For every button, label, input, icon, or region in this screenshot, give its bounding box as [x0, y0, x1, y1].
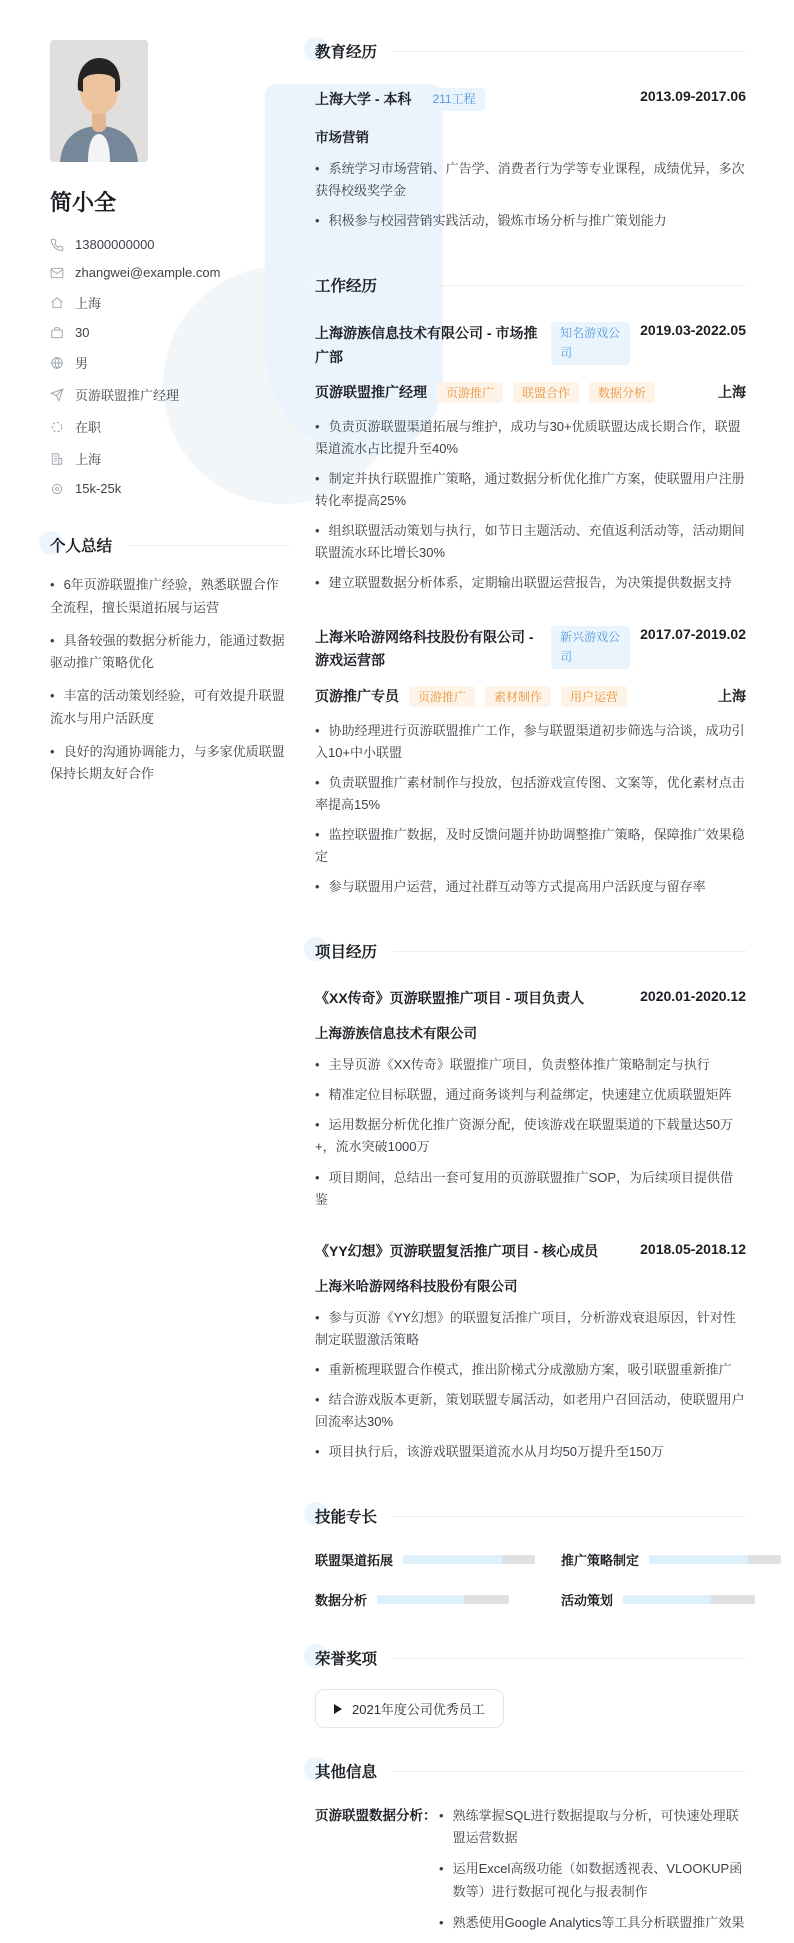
- project-bullet-text: 参与页游《YY幻想》的联盟复活推广项目，分析游戏衰退原因，针对性制定联盟激活策略: [315, 1309, 736, 1347]
- skill-name: 活动策划: [561, 1593, 614, 1609]
- section-title: 个人总结: [50, 538, 113, 555]
- bullet-dot: [315, 775, 320, 790]
- job-bullet: [315, 824, 746, 868]
- school-badge: 211工程: [423, 88, 484, 111]
- summary-item-text: 6年页游联盟推广经验，熟悉联盟合作全流程，擅长渠道拓展与运营: [50, 577, 279, 615]
- job-tag: 数据分析: [589, 382, 655, 403]
- job-bullet: [315, 520, 746, 564]
- job-bullet: [315, 572, 746, 594]
- play-icon: [334, 1704, 342, 1714]
- section-honors: [315, 1647, 746, 1728]
- project-bullet-text: 主导页游《XX传奇》联盟推广项目，负责整体推广策略制定与执行: [328, 1057, 710, 1073]
- briefcase-icon: [50, 326, 64, 340]
- skill-bar-rest: [711, 1595, 755, 1604]
- summary-item-text: 具备较强的数据分析能力，能通过数据驱动推广策略优化: [50, 632, 285, 671]
- other-info-bullet-text: 熟练掌握SQL进行数据提取与分析，可快速处理联盟运营数据: [452, 1808, 739, 1846]
- company-name: 上海游族信息技术有限公司 - 市场推广部: [315, 325, 538, 365]
- other-info-bullet: [439, 1912, 746, 1934]
- project-bullet-text: 重新梳理联盟合作模式，推出阶梯式分成激励方案，吸引联盟重新推广: [328, 1361, 732, 1377]
- section-header: [315, 274, 746, 296]
- section-skills: [315, 1505, 746, 1609]
- home-icon: [50, 296, 64, 310]
- job-tag: 联盟合作: [513, 382, 579, 403]
- other-info-label: 页游联盟数据分析：: [315, 1808, 437, 1824]
- summary-item: [50, 574, 290, 620]
- bullet-dot: [315, 575, 320, 590]
- bullet-dot: [315, 723, 320, 738]
- bullet-dot: [315, 1362, 320, 1377]
- job-date: 2019.03-2022.05: [640, 322, 746, 339]
- portrait-photo: [50, 40, 148, 162]
- bullet-dot: [315, 1117, 320, 1132]
- project-bullet: [315, 1167, 746, 1211]
- skill-name: 推广策略制定: [561, 1553, 640, 1569]
- skill-bar-fill: [377, 1595, 464, 1604]
- bullet-dot: [315, 1087, 320, 1102]
- job-bullet: [315, 468, 746, 512]
- school-name: 上海大学 - 本科: [315, 91, 412, 107]
- skill-item: [315, 1590, 535, 1609]
- section-header: [315, 1505, 746, 1527]
- section-title: 教育经历: [315, 44, 378, 61]
- bullet-dot: [50, 633, 55, 648]
- bullet-dot: [439, 1858, 444, 1902]
- contact-gender: [50, 353, 290, 372]
- bullet-dot: [315, 471, 320, 486]
- project-bullet-text: 项目执行后，该游戏联盟渠道流水从月均50万提升至150万: [328, 1444, 664, 1460]
- project-date: 2018.05-2018.12: [640, 1240, 746, 1257]
- section-divider: [393, 1516, 746, 1517]
- company-badge: 新兴游戏公司: [551, 626, 630, 668]
- project-entry: [315, 988, 746, 1211]
- job-header: [315, 322, 746, 368]
- sidebar: [50, 40, 290, 796]
- bullet-dot: [315, 523, 320, 538]
- contact-status-value: 在职: [75, 420, 102, 435]
- education-bullet: [315, 158, 746, 202]
- summary-item: [50, 630, 290, 676]
- job-tag: 用户运营: [561, 686, 627, 707]
- section-divider: [393, 1771, 746, 1772]
- section-header: [315, 1760, 746, 1782]
- job-tag: 页游推广: [437, 382, 503, 403]
- section-work: [315, 274, 746, 898]
- bullet-dot: [439, 1805, 444, 1849]
- contact-email-value: zhangwei@example.com: [75, 265, 221, 280]
- project-bullet: [315, 1054, 746, 1076]
- skill-bar-rest: [464, 1595, 509, 1604]
- section-projects: [315, 940, 746, 1463]
- contact-job-title: [50, 385, 290, 404]
- other-info-list: [439, 1805, 746, 1942]
- section-header: [315, 940, 746, 962]
- skills-grid: [315, 1550, 746, 1609]
- skill-bar-fill: [403, 1555, 502, 1564]
- project-bullet-text: 运用数据分析优化推广资源分配，使该游戏在联盟渠道的下载量达50万+，流水突破1000万: [315, 1117, 734, 1155]
- job-bullet: [315, 772, 746, 816]
- project-bullet: [315, 1359, 746, 1381]
- job-bullet-text: 负责页游联盟渠道拓展与维护，成功与30+优质联盟达成长期合作，联盟渠道流水占比提升至40%: [315, 418, 741, 456]
- project-header: [315, 1241, 746, 1261]
- job-tag: 素材制作: [485, 686, 551, 707]
- job-entry: [315, 626, 746, 898]
- section-divider: [393, 1658, 746, 1659]
- job-bullet-text: 组织联盟活动策划与执行，如节日主题活动、充值返利活动等，活动期间联盟流水环比增长30%: [315, 523, 745, 561]
- other-info-row: [315, 1805, 746, 1942]
- project-bullet: [315, 1307, 746, 1351]
- education-bullet: [315, 210, 746, 232]
- contact-phone-value: 13800000000: [75, 237, 155, 252]
- project-title: 《XX传奇》页游联盟推广项目 - 项目负责人: [315, 990, 585, 1007]
- summary-item: [50, 685, 290, 731]
- summary-item-text: 良好的沟通协调能力，与多家优质联盟保持长期友好合作: [50, 743, 285, 782]
- bullet-dot: [50, 688, 55, 703]
- section-education: [315, 40, 746, 232]
- job-role: 页游联盟推广经理: [315, 384, 427, 401]
- candidate-name: 简小全: [50, 190, 117, 215]
- bullet-dot: [315, 827, 320, 842]
- job-bullet-text: 负责联盟推广素材制作与投放，包括游戏宣传图、文案等，优化素材点击率提高15%: [315, 774, 745, 812]
- contact-phone: [50, 237, 290, 252]
- main-content: [315, 40, 746, 1943]
- contact-job-title-value: 页游联盟推广经理: [75, 388, 180, 403]
- section-title: 荣誉奖项: [315, 1651, 378, 1669]
- contact-age-value: 30: [75, 325, 90, 340]
- education-bullet-text: 积极参与校园营销实践活动，锻炼市场分析与推广策划能力: [328, 213, 667, 229]
- target-icon: [50, 482, 64, 496]
- bullet-dot: [50, 744, 55, 759]
- contact-salary: [50, 481, 290, 496]
- phone-icon: [50, 238, 64, 252]
- job-bullet: [315, 876, 746, 898]
- bullet-dot: [315, 1170, 320, 1185]
- job-date: 2017.07-2019.02: [640, 626, 746, 643]
- skill-bar-rest: [502, 1555, 535, 1564]
- job-location: 上海: [718, 688, 746, 704]
- contact-work-city: [50, 449, 290, 468]
- section-other-info: [315, 1760, 746, 1942]
- skill-bar: [377, 1595, 509, 1604]
- status-ring-icon: [50, 420, 64, 434]
- education-major: 市场营销: [315, 130, 369, 146]
- job-header: [315, 626, 746, 672]
- section-header: [315, 40, 746, 62]
- project-company: 上海米哈游网络科技股份有限公司: [315, 1278, 518, 1294]
- skill-bar: [623, 1595, 755, 1604]
- project-bullet: [315, 1114, 746, 1158]
- skill-name: 联盟渠道拓展: [315, 1553, 394, 1569]
- skill-bar-fill: [649, 1555, 748, 1564]
- summary-item: [50, 741, 290, 787]
- section-divider: [393, 285, 746, 286]
- project-bullet-text: 结合游戏版本更新，策划联盟专属活动，如老用户召回活动，使联盟用户回流率达30%: [315, 1392, 745, 1430]
- building-icon: [50, 452, 64, 466]
- section-title: 技能专长: [315, 1509, 378, 1527]
- section-divider: [393, 951, 746, 952]
- skill-item: [561, 1590, 781, 1609]
- project-bullet-text: 精准定位目标联盟，通过商务谈判与利益绑定，快速建立优质联盟矩阵: [328, 1087, 732, 1103]
- honor-badge[interactable]: [315, 1689, 504, 1728]
- other-info-bullet-text: 熟悉使用Google Analytics等工具分析联盟推广效果: [452, 1914, 745, 1930]
- bullet-dot: [315, 1057, 320, 1072]
- bullet-dot: [315, 1392, 320, 1407]
- contact-list: [50, 237, 290, 496]
- project-bullet: [315, 1389, 746, 1433]
- contact-gender-value: 男: [75, 356, 89, 371]
- job-bullet-text: 制定并执行联盟推广策略，通过数据分析优化推广方案，使联盟用户注册转化率提高25%: [315, 470, 745, 508]
- section-title: 项目经历: [315, 944, 378, 962]
- education-date: 2013.09-2017.06: [640, 88, 746, 104]
- job-bullet: [315, 416, 746, 460]
- section-header: [50, 534, 290, 556]
- section-title: 其他信息: [315, 1764, 378, 1782]
- avatar: [50, 40, 148, 162]
- education-entry-header: [315, 88, 746, 111]
- project-bullet: [315, 1441, 746, 1463]
- skill-bar: [649, 1555, 781, 1564]
- section-title: 工作经历: [315, 278, 378, 296]
- project-entry: [315, 1241, 746, 1464]
- education-bullet-text: 系统学习市场营销、广告学、消费者行为学等专业课程，成绩优异，多次获得校级奖学金: [315, 161, 745, 199]
- skill-name: 数据分析: [315, 1593, 368, 1609]
- skill-bar-rest: [748, 1555, 781, 1564]
- project-bullet: [315, 1084, 746, 1106]
- job-entry: [315, 322, 746, 594]
- contact-salary-value: 15k-25k: [75, 481, 122, 496]
- job-bullet-text: 参与联盟用户运营，通过社群互动等方式提高用户活跃度与留存率: [328, 879, 706, 895]
- summary-item-text: 丰富的活动策划经验，可有效提升联盟流水与用户活跃度: [50, 688, 285, 726]
- bullet-dot: [315, 419, 320, 434]
- job-bullet-text: 监控联盟推广数据，及时反馈问题并协助调整推广策略，保障推广效果稳定: [315, 826, 745, 864]
- bullet-dot: [315, 1444, 320, 1459]
- mail-icon: [50, 266, 64, 280]
- job-role-row: [315, 382, 746, 403]
- section-personal-summary: [50, 534, 290, 786]
- other-info-bullet-text: 运用Excel高级功能（如数据透视表、VLOOKUP函数等）进行数据可视化与报表制作: [452, 1861, 743, 1899]
- contact-location: [50, 293, 290, 312]
- summary-list: [50, 574, 290, 786]
- bullet-dot: [315, 161, 320, 176]
- contact-email: [50, 265, 290, 280]
- project-bullet-text: 项目期间，总结出一套可复用的页游联盟推广SOP，为后续项目提供借鉴: [315, 1169, 734, 1207]
- job-bullet-text: 协助经理进行页游联盟推广工作，参与联盟渠道初步筛选与洽谈，成功引入10+中小联盟: [315, 722, 745, 760]
- skill-bar-fill: [623, 1595, 711, 1604]
- honor-text: 2021年度公司优秀员工: [352, 1702, 485, 1718]
- job-location: 上海: [718, 384, 746, 401]
- company-name: 上海米哈游网络科技股份有限公司 - 游戏运营部: [315, 629, 534, 669]
- project-company: 上海游族信息技术有限公司: [315, 1026, 477, 1042]
- contact-location-value: 上海: [75, 296, 102, 311]
- job-bullet-text: 建立联盟数据分析体系，定期输出联盟运营报告，为决策提供数据支持: [328, 575, 732, 591]
- job-tag: 页游推广: [409, 686, 475, 707]
- bullet-dot: [315, 879, 320, 894]
- bullet-dot: [439, 1912, 444, 1934]
- skill-item: [315, 1550, 535, 1569]
- contact-age: [50, 325, 290, 340]
- skill-item: [561, 1550, 781, 1569]
- bullet-dot: [50, 577, 55, 592]
- section-header: [315, 1647, 746, 1669]
- contact-status: [50, 417, 290, 436]
- job-role-row: [315, 686, 746, 707]
- paper-plane-icon: [50, 388, 64, 402]
- section-divider: [128, 545, 290, 546]
- job-role: 页游推广专员: [315, 688, 399, 704]
- company-badge: 知名游戏公司: [551, 322, 630, 364]
- project-title: 《YY幻想》页游联盟复活推广项目 - 核心成员: [315, 1242, 599, 1259]
- globe-icon: [50, 356, 64, 370]
- project-date: 2020.01-2020.12: [640, 988, 746, 1005]
- bullet-dot: [315, 213, 320, 228]
- job-bullet: [315, 720, 746, 764]
- other-info-bullet: [439, 1858, 746, 1902]
- section-divider: [393, 51, 746, 52]
- project-header: [315, 988, 746, 1008]
- other-info-bullet: [439, 1805, 746, 1849]
- skill-bar: [403, 1555, 535, 1564]
- bullet-dot: [315, 1310, 320, 1325]
- contact-work-city-value: 上海: [75, 452, 102, 467]
